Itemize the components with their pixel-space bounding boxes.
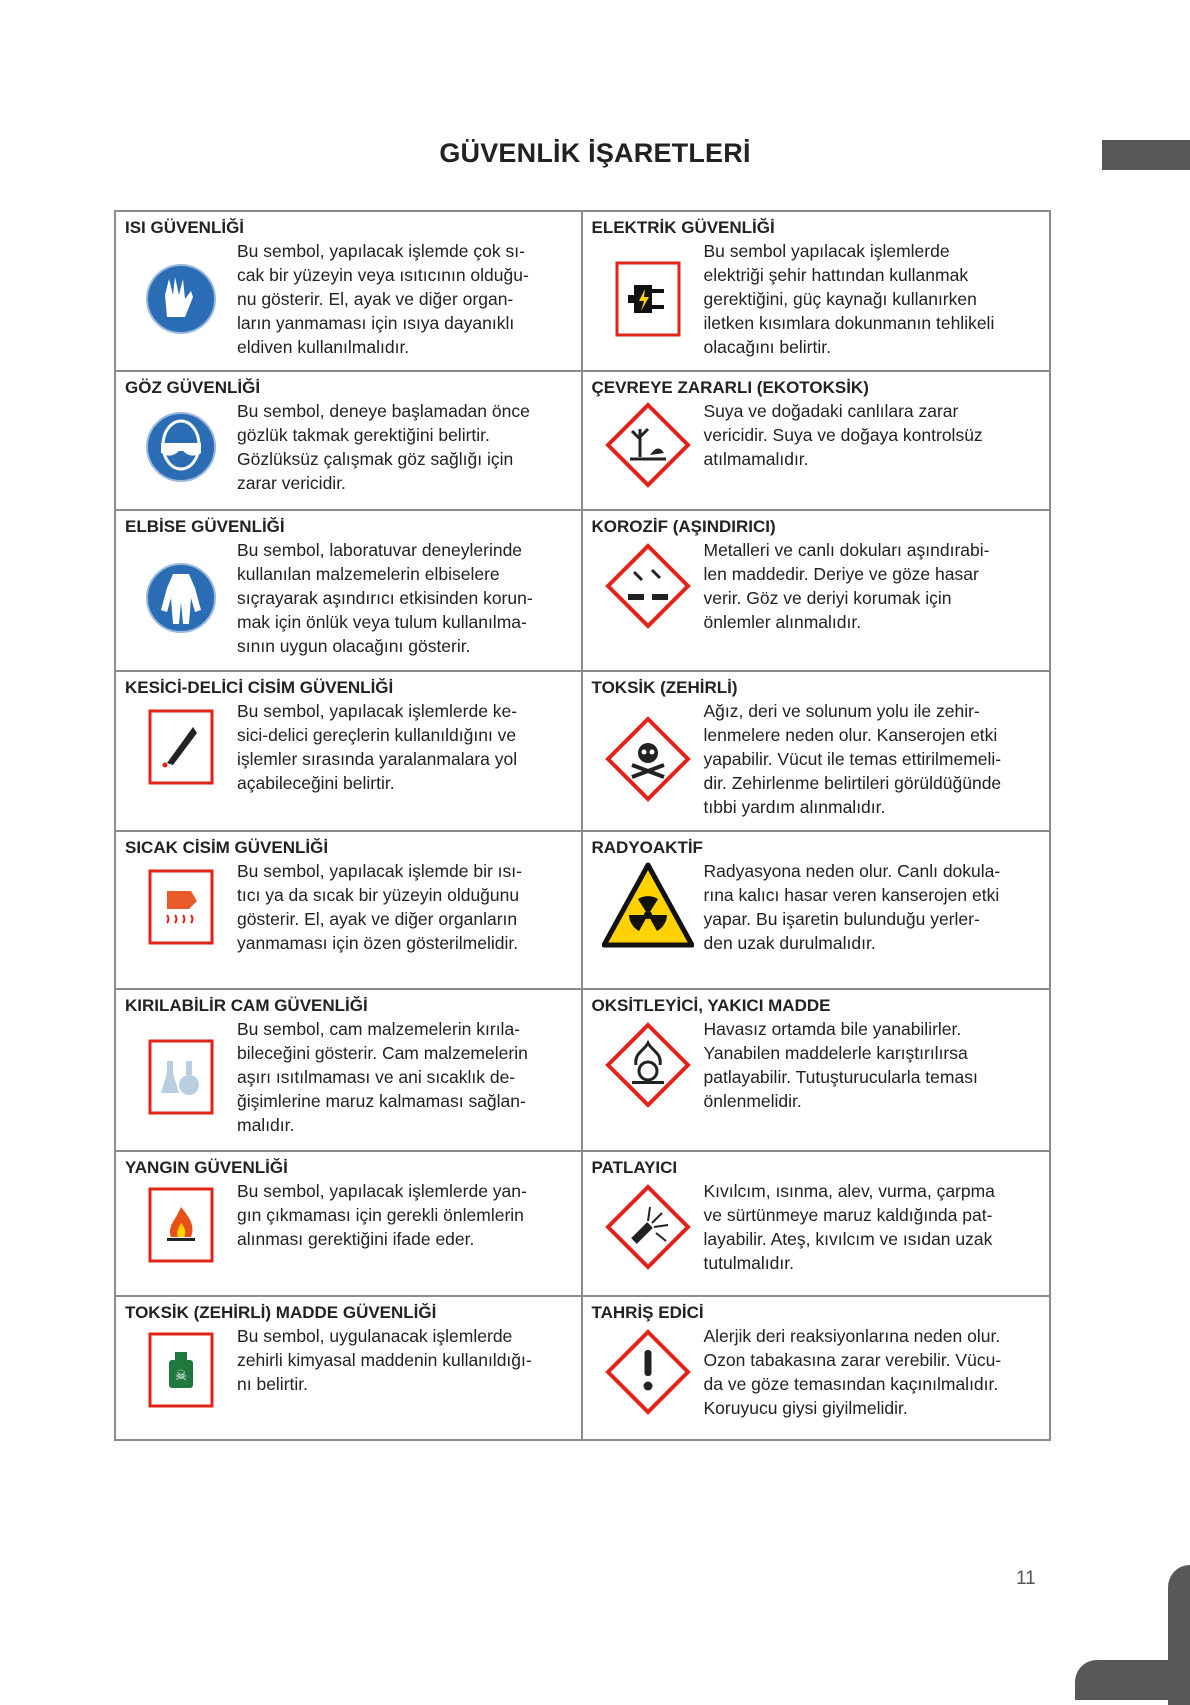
sign-description: Bu sembol, yapılacak işlemde çok sı- cak bir yüzeyin veya ısıtıcının olduğu- nu gösterir. El, ayak ve diğer organ- ların yanmaması için ısıya dayanıklı eldiven kullanılmalıdır. <box>237 241 529 357</box>
sign-description: Alerjik deri reaksiyonlarına neden olur. Ozon tabakasına zarar verebilir. Vücu- da ve göze temasından kaçınılmalıdır. Koruyucu giysi giyilmelidir. <box>703 1326 1002 1418</box>
sign-description: Bu sembol yapılacak işlemlerde elektriği şehir hattından kullanmak gerektiğini, güç kaynağı kullanırken iletken kısımlara dokunmanın tehlikeli olacağını belirtir. <box>703 241 995 357</box>
safety-goggles-icon <box>125 399 237 495</box>
sign-title: YANGIN GÜVENLİĞİ <box>125 1158 288 1177</box>
sign-entry <box>583 672 1050 830</box>
sign-entry <box>116 511 583 670</box>
corner-decoration <box>1075 1660 1190 1700</box>
environment-hazard-icon <box>592 399 704 491</box>
sign-entry <box>116 672 583 830</box>
skull-crossbones-icon <box>592 699 704 819</box>
sign-description: Bu sembol, cam malzemelerin kırıla- bileceğini gösterir. Cam malzemelerin aşırı ısıtılmaması ve ani sıcaklık de- ğişimlerine maruz kalmaması sağlan- malıdır. <box>237 1019 528 1135</box>
page-number: 11 <box>1016 1568 1036 1589</box>
sign-title: GÖZ GÜVENLİĞİ <box>125 378 261 397</box>
protective-suit-icon <box>125 538 237 658</box>
sign-title: RADYOAKTİF <box>591 838 703 857</box>
sign-entry <box>116 372 583 509</box>
electric-plug-icon <box>592 239 704 359</box>
sign-entry <box>583 372 1050 509</box>
sign-title: TAHRİŞ EDİCİ <box>591 1303 704 1322</box>
sign-entry <box>583 1152 1050 1295</box>
sign-entry <box>583 212 1050 370</box>
gloves-icon <box>125 239 237 359</box>
sign-title: ISI GÜVENLİĞİ <box>125 218 245 237</box>
sharp-object-icon <box>125 699 237 795</box>
sign-description: Bu sembol, yapılacak işlemlerde ke- sici-delici gereçlerin kullanıldığını ve işlemler sırasında yaralanmalara yol açabileceğini belirtir. <box>237 701 518 793</box>
sign-description: Bu sembol, yapılacak işlemlerde yan- gın çıkmaması için gerekli önlemlerin alınması gerektiğini ifade eder. <box>237 1181 527 1249</box>
sign-description: Suya ve doğadaki canlılara zarar vericidir. Suya ve doğaya kontrolsüz atılmamalıdır. <box>703 401 983 469</box>
poison-bottle-icon <box>125 1324 237 1416</box>
sign-entry <box>116 1152 583 1295</box>
oxidizer-icon <box>592 1017 704 1113</box>
sign-title: KESİCİ-DELİCİ CİSİM GÜVENLİĞİ <box>125 678 394 697</box>
table-row <box>116 670 1049 830</box>
table-row <box>116 509 1049 670</box>
sign-title: TOKSİK (ZEHİRLİ) <box>591 678 738 697</box>
table-row <box>116 1295 1049 1439</box>
sign-description: Bu sembol, laboratuvar deneylerinde kullanılan malzemelerin elbiselere sıçrayarak aşındırıcı etkisinden korun- mak için önlük veya tulum kullanılma- sının uygun olacağını gösterir. <box>237 540 533 656</box>
radioactive-icon <box>592 859 704 955</box>
corrosive-icon <box>592 538 704 634</box>
sign-entry <box>116 1297 583 1439</box>
sign-entry <box>116 832 583 988</box>
svg-text:☠: ☠ <box>174 1367 188 1383</box>
sign-title: SICAK CİSİM GÜVENLİĞİ <box>125 838 329 857</box>
sign-description: Bu sembol, yapılacak işlemde bir ısı- tıcı ya da sıcak bir yüzeyin olduğunu gösterir. El, ayak ve diğer organların yanmaması için özen gösterilmelidir. <box>237 861 522 953</box>
sign-title: KIRILABİLİR CAM GÜVENLİĞİ <box>125 996 368 1015</box>
sign-description: Metalleri ve canlı dokuları aşındırabi- len maddedir. Deriye ve göze hasar verir. Göz ve deriyi korumak için önlemler alınmalıdır. <box>703 540 990 632</box>
sign-entry <box>583 511 1050 670</box>
table-row <box>116 370 1049 509</box>
sign-title: ÇEVREYE ZARARLI (EKOTOKSİK) <box>591 378 869 397</box>
sign-entry <box>583 990 1050 1150</box>
table-row <box>116 212 1049 370</box>
table-row <box>116 1150 1049 1295</box>
safety-signs-table <box>114 210 1051 1441</box>
sign-description: Ağız, deri ve solunum yolu ile zehir- lenmelere neden olur. Kanserojen etki yapabilir. Vücut ile temas ettirilmemeli- dir. Zehirlenme belirtileri görüldüğünde tıbbi yardım alınmalıdır. <box>703 701 1002 817</box>
sign-description: Havasız ortamda bile yanabilirler. Yanabilen maddelerle karıştırılırsa patlayabilir. Tutuşturucularla teması önlenmelidir. <box>703 1019 978 1111</box>
sign-title: KOROZİF (AŞINDIRICI) <box>591 517 776 536</box>
sign-title: PATLAYICI <box>591 1158 678 1177</box>
sign-entry <box>116 990 583 1150</box>
glassware-icon <box>125 1017 237 1137</box>
table-row <box>116 988 1049 1150</box>
exclamation-icon <box>592 1324 704 1420</box>
sign-entry <box>583 832 1050 988</box>
sign-title: OKSİTLEYİCİ, YAKICI MADDE <box>591 996 831 1015</box>
page-title: GÜVENLİK İŞARETLERİ <box>439 138 751 168</box>
sign-description: Bu sembol, deneye başlamadan önce gözlük takmak gerektiğini belirtir. Gözlüksüz çalışmak göz sağlığı için zarar vericidir. <box>237 401 530 493</box>
explosive-icon <box>592 1179 704 1275</box>
hot-surface-icon <box>125 859 237 955</box>
sign-title: TOKSİK (ZEHİRLİ) MADDE GÜVENLİĞİ <box>125 1303 437 1322</box>
sign-title: ELEKTRİK GÜVENLİĞİ <box>591 218 775 237</box>
table-row <box>116 830 1049 988</box>
sign-description: Kıvılcım, ısınma, alev, vurma, çarpma ve sürtünmeye maruz kaldığında pat- layabilir. Ateş, kıvılcım ve ısıdan uzak tutulmalıdır. <box>703 1181 995 1273</box>
sign-entry <box>583 1297 1050 1439</box>
sign-description: Bu sembol, uygulanacak işlemlerde zehirli kimyasal maddenin kullanıldığı- nı belirtir. <box>237 1326 532 1394</box>
sign-entry <box>116 212 583 370</box>
sign-description: Radyasyona neden olur. Canlı dokula- rına kalıcı hasar veren kanserojen etki yapar. Bu işaretin bulunduğu yerler- den uzak durulmalıdır. <box>703 861 1001 953</box>
flame-icon <box>125 1179 237 1271</box>
sign-title: ELBİSE GÜVENLİĞİ <box>125 517 285 536</box>
